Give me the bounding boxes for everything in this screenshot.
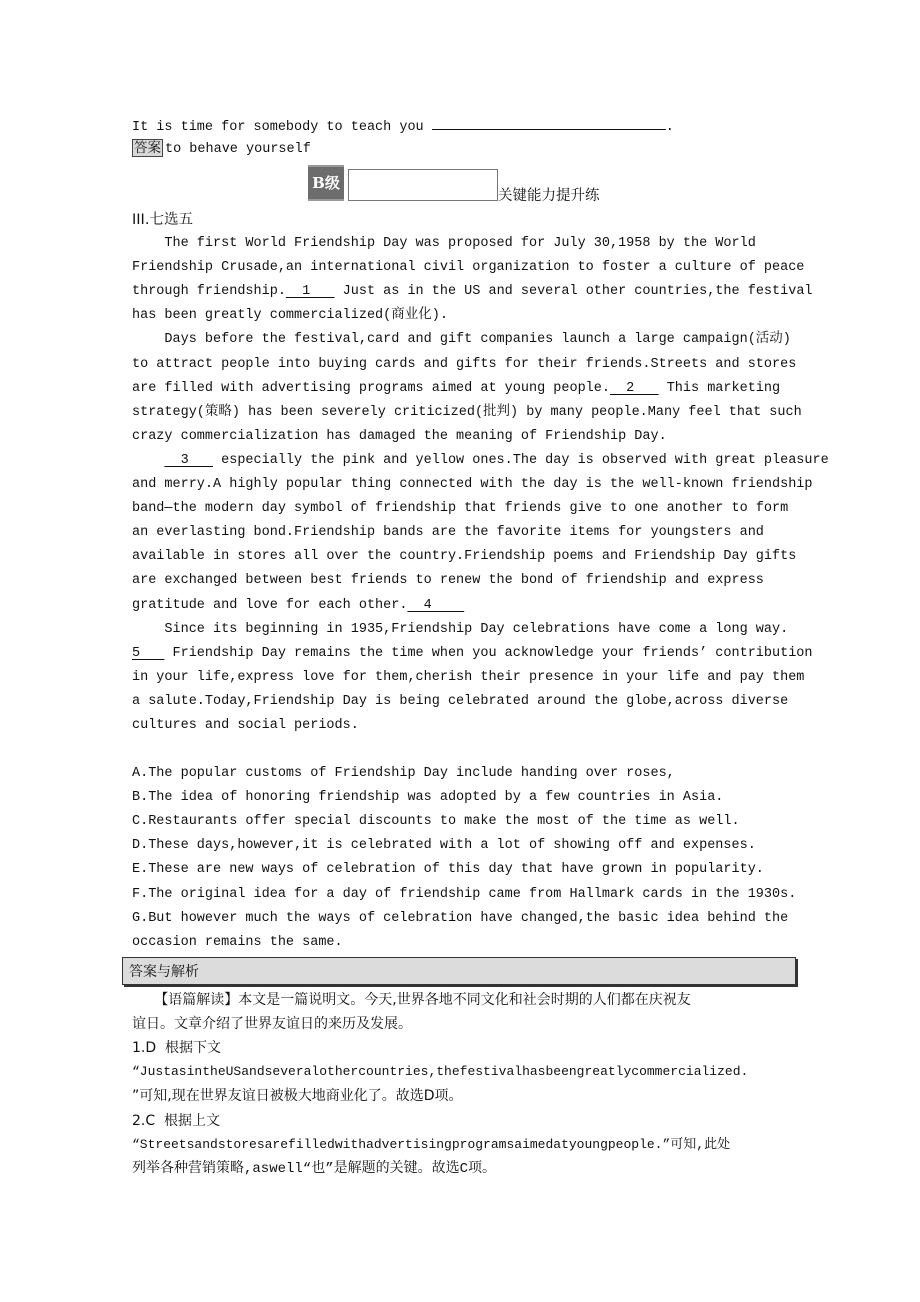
passage-text: strategy(策略) has been severely criticized(批判) by many people.Many feel that such <box>132 404 802 420</box>
level-banner <box>308 165 600 204</box>
passage-text: available in stores all over the country.Friendship poems and Friendship Day gifts <box>132 549 797 565</box>
blank-number: 2 <box>609 380 659 396</box>
answer-explanation-line: 【语篇解读】本文是一篇说明文。今天,世界各地不同文化和社会时期的人们都在庆祝友 <box>132 992 691 1008</box>
passage-text: especially the pink and yellow ones.The day is observed with great pleasure <box>213 452 829 468</box>
answer-explanation-line: “JustasintheUSandseveralothercountries,thefestivalhasbeengreatlycommercialized. <box>132 1064 749 1080</box>
option-item: F.The original idea for a day of friendship came from Hallmark cards in the 1930s. <box>132 886 797 902</box>
passage-line <box>132 524 764 542</box>
passage-line <box>132 476 813 494</box>
option-item: G.But however much the ways of celebration have changed,the basic idea behind the <box>132 910 789 926</box>
passage-line <box>132 428 667 446</box>
passage-line <box>132 548 796 566</box>
answer-explanation-line: 谊日。文章介绍了世界友谊日的来历及发展。 <box>132 1016 412 1033</box>
passage-text: are exchanged between best friends to renew the bond of friendship and express <box>132 573 764 589</box>
option-item: D.These days,however,it is celebrated with a lot of showing off and expenses. <box>132 838 756 854</box>
answer-explanation-line: 列举各种营销策略,aswell“也”是解题的关键。故选C项。 <box>132 1160 497 1177</box>
blank-number: 1 <box>285 284 335 300</box>
answer-tag: 答案 <box>134 140 161 156</box>
passage-line <box>132 452 829 470</box>
passage-text: band—the modern day symbol of friendship that friends give to one another to form <box>132 501 789 517</box>
passage-line <box>132 621 788 639</box>
answer-explanation-line: 2.C 根据上文 <box>132 1112 221 1129</box>
answer-explanation-line: “Streetsandstoresarefilledwithadvertisingprogramsaimedatyoungpeople.”可知,此处 <box>132 1136 731 1152</box>
passage-line <box>132 307 448 325</box>
passage-text <box>132 453 164 468</box>
passage-text: Friendship Day remains the time when you acknowledge your friends’ contribution <box>164 645 813 661</box>
option-item: B.The idea of honoring friendship was adopted by a few countries in Asia. <box>132 790 724 806</box>
passage-text: a salute.Today,Friendship Day is being celebrated around the globe,across diverse <box>132 693 789 709</box>
passage-line <box>132 572 764 590</box>
passage-text: has been greatly commercialized(商业化). <box>132 308 448 324</box>
passage-text: Since its beginning in 1935,Friendship Day celebrations have come a long way. <box>132 621 789 637</box>
question-line: It is time for somebody to teach you . <box>132 115 674 137</box>
passage-line <box>132 356 796 374</box>
passage-line <box>132 669 804 687</box>
passage-line <box>132 693 788 711</box>
passage-text: Friendship Crusade,an international civil organization to foster a culture of peace <box>132 260 805 276</box>
passage-text: through friendship. <box>132 284 286 300</box>
passage-line <box>132 645 813 663</box>
passage-line <box>132 331 791 349</box>
passage-line <box>132 500 788 518</box>
passage-text: Days before the festival,card and gift companies launch a large campaign(活动) <box>132 332 791 348</box>
answer-explanation-line: 1.D 根据下文 <box>132 1040 222 1057</box>
passage-text: are filled with advertising programs aimed at young people. <box>132 380 610 396</box>
passage-line <box>132 717 359 735</box>
section-title: III.七选五 <box>132 212 193 228</box>
level-title: 关键能力提升练 <box>498 188 600 204</box>
passage-line <box>132 404 802 422</box>
passage-line <box>132 235 756 253</box>
passage-text: and merry.A highly popular thing connected with the day is the well-known friendship <box>132 477 813 492</box>
passage-text: to attract people into buying cards and gifts for their friends.Streets and stores <box>132 356 797 372</box>
passage-text: an everlasting bond.Friendship bands are the favorite items for youngsters and <box>132 525 764 541</box>
passage-text: Just as in the US and several other countries,the festival <box>334 284 813 300</box>
passage-text: The first World Friendship Day was proposed for July 30,1958 by the World <box>132 236 756 251</box>
blank-number: 4 <box>407 597 465 613</box>
passage-text: gratitude and love for each other. <box>132 597 408 613</box>
passage-text: crazy commercialization has damaged the meaning of Friendship Day. <box>132 428 667 444</box>
blank-number: 3 <box>164 452 214 468</box>
option-item: C.Restaurants offer special discounts to make the most of the time as well. <box>132 814 740 830</box>
passage-line <box>132 259 804 277</box>
passage-text: in your life,express love for them,cherish their presence in your life and pay them <box>132 669 805 685</box>
answers-header: 答案与解析 <box>122 957 796 985</box>
answer-explanation-line: ”可知,现在世界友谊日被极大地商业化了。故选D项。 <box>132 1088 463 1105</box>
passage-text: cultures and social periods. <box>132 718 359 733</box>
passage-line <box>132 380 780 398</box>
answer-blank <box>432 115 666 130</box>
passage-text: This marketing <box>658 380 781 396</box>
answer-line <box>132 139 311 159</box>
blank-number: 5 <box>132 645 165 661</box>
option-item: occasion remains the same. <box>132 934 343 950</box>
option-item: E.These are new ways of celebration of this day that have grown in popularity. <box>132 862 764 878</box>
passage-line <box>132 597 464 615</box>
question-text: It is time for somebody to teach you <box>132 120 424 135</box>
level-box <box>348 169 498 201</box>
answer-text: to behave yourself <box>165 142 311 157</box>
level-badge: B级 <box>308 165 344 201</box>
passage-line <box>132 283 813 301</box>
option-item: A.The popular customs of Friendship Day include handing over roses, <box>132 766 675 781</box>
